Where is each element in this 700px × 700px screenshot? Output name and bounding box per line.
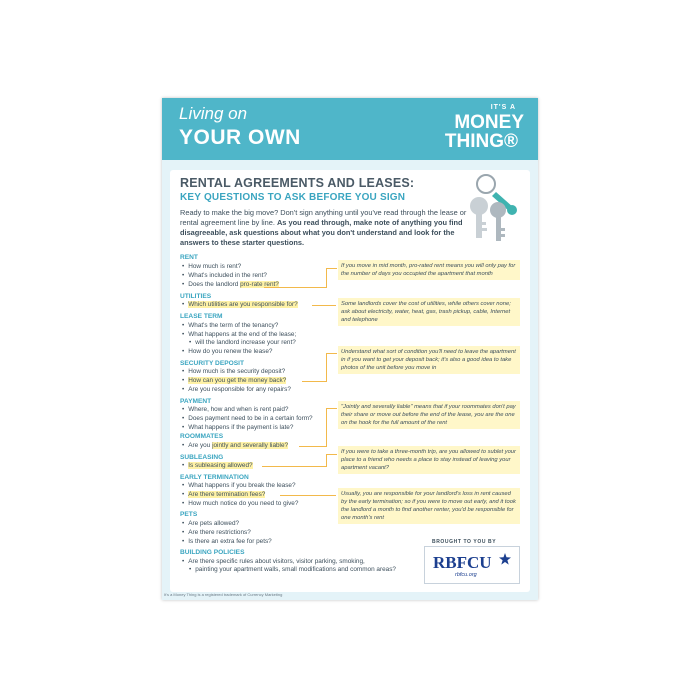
lease-q2: • What happens at the end of the lease; — [182, 331, 296, 339]
footer-trademark: It's a Money Thing is a registered trademark of Currency Marketing — [164, 592, 283, 597]
header-living: Living on — [179, 104, 248, 123]
pets-q2: • Are there restrictions? — [182, 529, 251, 537]
section-rent-heading: RENT — [180, 254, 198, 261]
header-your-own: YOUR OWN — [179, 126, 301, 149]
note-jointly: "Jointly and severally liable" means that if your roommates don't pay their share or move out before the end of the lease, you are the one on the hook for the full amount of the rent — [338, 401, 520, 429]
lease-q2-cont: • will the landlord increase your rent? — [189, 339, 296, 347]
section-lease-term-heading: LEASE TERM — [180, 313, 223, 320]
header-banner — [162, 98, 538, 160]
deposit-q3: • Are you responsible for any repairs? — [182, 386, 291, 394]
connector-jointly — [299, 446, 326, 447]
rent-q1: • How much is rent? — [182, 263, 241, 271]
star-icon — [499, 553, 511, 565]
connector-deposit-bend — [326, 353, 337, 382]
payment-q3: • What happens if the payment is late? — [182, 424, 293, 432]
connector-utilities — [312, 305, 336, 306]
deposit-q2 — [182, 377, 286, 385]
termination-q2 — [182, 491, 265, 499]
rent-q3-highlight: pro-rate rent? — [240, 281, 279, 288]
rent-q2: • What's included in the rent? — [182, 272, 267, 280]
title-line1: RENTAL AGREEMENTS AND LEASES: — [180, 176, 415, 190]
connector-sublease — [262, 466, 326, 467]
pets-q1: • Are pets allowed? — [182, 520, 239, 528]
note-deposit: Understand what sort of condition you'll need to leave the apartment in if you want to get your deposit back; it's also a good idea to take photos of the unit before you move in — [338, 346, 520, 374]
subleasing-q1 — [182, 462, 253, 470]
payment-q1: • Where, how and when is rent paid? — [182, 406, 288, 414]
note-utilities: Some landlords cover the cost of utilities, while others cover none; ask about electricity, water, heat, gas, trash pickup, cable, Internet and telephone — [338, 298, 520, 326]
brand-its-a: IT'S A — [490, 104, 516, 111]
brand-thing: THING® — [444, 131, 518, 152]
pets-q3: • Is there an extra fee for pets? — [182, 538, 272, 546]
section-subleasing-heading: SUBLEASING — [180, 454, 224, 461]
connector-deposit — [302, 381, 326, 382]
lease-q1: • What's the term of the tenancy? — [182, 322, 278, 330]
connector-sublease-bend — [326, 454, 337, 467]
roommates-q1-highlight: jointly and severally liable? — [212, 442, 289, 449]
intro-bold: As you read through, make note of anything you find disagreeable, ask questions about what you don't understand and look for the answers to these starter questions. — [180, 218, 463, 247]
section-building-policies-heading: BUILDING POLICIES — [180, 549, 245, 556]
section-utilities-heading: UTILITIES — [180, 293, 212, 300]
termination-q1: • What happens if you break the lease? — [182, 482, 296, 490]
connector-prorate — [264, 287, 326, 288]
subleasing-q1-highlight: Is subleasing allowed? — [188, 462, 253, 469]
building-q1: • Are there specific rules about visitors, visitor parking, smoking, — [182, 558, 365, 566]
section-security-deposit-heading: SECURITY DEPOSIT — [180, 360, 244, 367]
section-roommates-heading: ROOMMATES — [180, 433, 224, 440]
intro-normal: Ready to make the big move? Don't sign anything until you've read through the lease or rental agreement line by line. — [180, 208, 467, 227]
deposit-q2-highlight: How can you get the money back? — [188, 377, 287, 384]
rbfcu-logo — [424, 546, 520, 584]
section-early-termination-heading: EARLY TERMINATION — [180, 474, 249, 481]
building-q1-cont: • painting your apartment walls, small modifications and common areas? — [189, 566, 396, 574]
rbfcu-url: rbfcu.org — [455, 572, 477, 578]
intro-paragraph — [180, 208, 485, 248]
connector-jointly-bend — [326, 408, 337, 447]
note-sublease: If you were to take a three-month trip, are you allowed to sublet your place to a friend who needs a place to stay instead of leaving your apartment vacant? — [338, 446, 520, 474]
lease-q3: • How do you renew the lease? — [182, 348, 272, 356]
utilities-q1 — [182, 301, 298, 309]
note-prorate: If you move in mid month, pro-rated rent means you will only pay for the number of days you occupied the apartment that month — [338, 260, 520, 280]
payment-q2: • Does payment need to be in a certain form? — [182, 415, 313, 423]
brought-to-you-by: BROUGHT TO YOU BY — [432, 539, 497, 545]
section-pets-heading: PETS — [180, 511, 198, 518]
connector-prorate-bend — [326, 268, 337, 288]
roommates-q1-text: Are you — [188, 442, 213, 449]
rent-q3-text: Does the landlord — [188, 281, 241, 288]
deposit-q1: • How much is the security deposit? — [182, 368, 285, 376]
note-termination: Usually, you are responsible for your landlord's loss in rent caused by the early termination; so if you were to move out early, and it took the landlord a month to find another renter, you'd be responsible for one month's rent — [338, 488, 520, 524]
title-line2: KEY QUESTIONS TO ASK BEFORE YOU SIGN — [180, 192, 406, 203]
connector-termination — [280, 495, 336, 496]
termination-q2-highlight: Are there termination fees? — [188, 491, 266, 498]
rbfcu-logo-text: RBFCU — [433, 553, 492, 572]
infographic-page — [162, 98, 538, 600]
brand-money: MONEY — [454, 112, 524, 133]
utilities-q1-highlight: Which utilities are you responsible for? — [188, 301, 298, 308]
section-payment-heading: PAYMENT — [180, 398, 212, 405]
roommates-q1 — [182, 442, 288, 450]
termination-q3: • How much notice do you need to give? — [182, 500, 298, 508]
